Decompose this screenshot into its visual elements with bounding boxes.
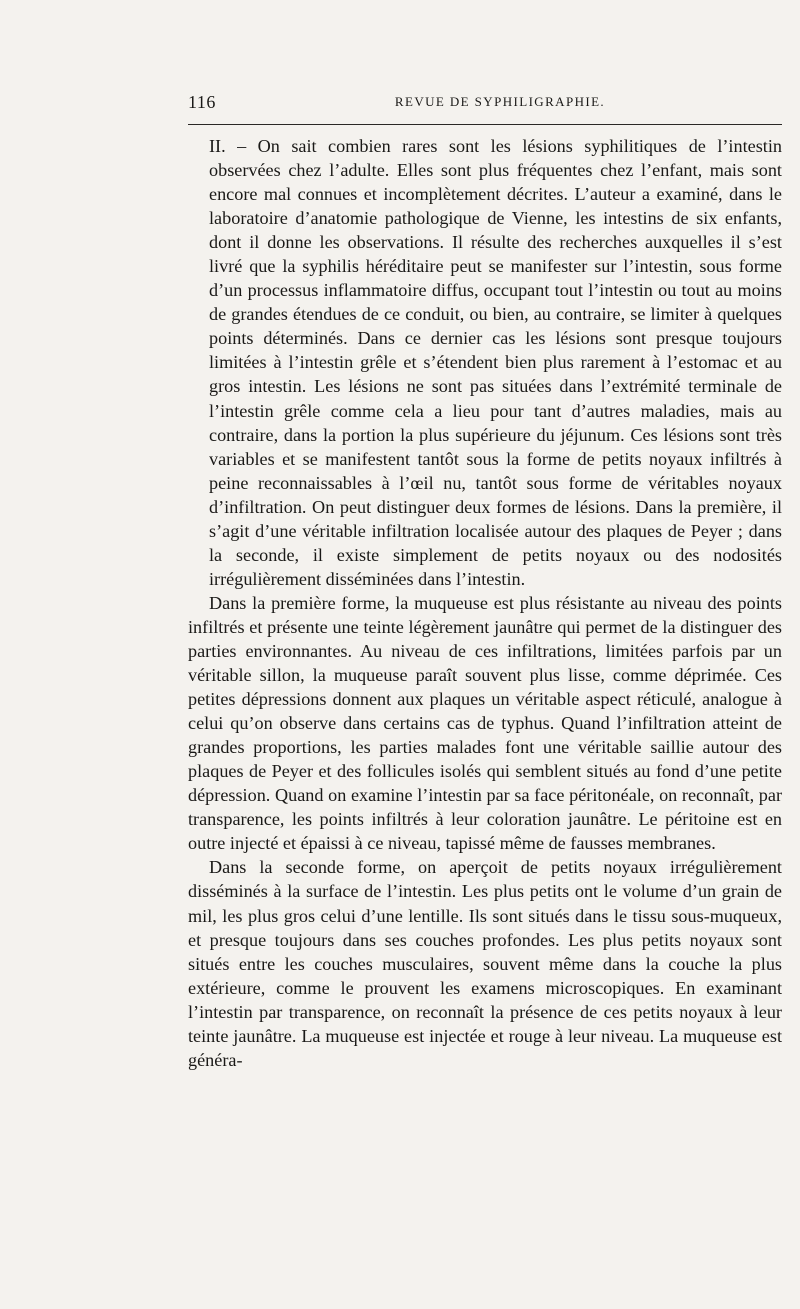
body-text — [188, 134, 782, 1072]
paragraph-1: II. – On sait combien rares sont les lésions syphilitiques de l’intestin observées chez l’adulte. Elles sont plus fréquentes chez l’enfant, mais sont encore mal connues et incomplètement décrites. L’auteur a examiné, dans le laboratoire d’anatomie pathologique de Vienne, les intestins de six enfants, dont il donne les observations. Il résulte des recherches auxquelles il s’est livré que la syphilis héréditaire peut se manifester sur l’intestin, sous forme d’un processus inflammatoire diffus, occupant tout l’intestin ou tout au moins de grandes étendues de ce conduit, ou bien, au contraire, se limiter à quelques points déterminés. Dans ce dernier cas les lésions sont presque toujours limitées à l’intestin grêle et s’étendent bien plus rarement à l’estomac et au gros intestin. Les lésions ne sont pas situées dans l’extrémité terminale de l’intestin grêle comme cela a lieu pour tant d’autres maladies, mais au contraire, dans la portion la plus supérieure du jéjunum. Ces lésions sont très variables et se manifestent tantôt sous la forme de petits noyaux infiltrés à peine reconnaissables à l’œil nu, tantôt sous forme de véritables noyaux d’infiltration. On peut distinguer deux formes de lésions. Dans la première, il s’agit d’une véritable infiltration localisée autour des plaques de Peyer ; dans la seconde, il existe simplement de petits noyaux ou des nodosités irrégulièrement disséminées dans l’intestin. — [209, 136, 782, 589]
header-rule — [188, 124, 782, 125]
page-number: 116 — [188, 92, 216, 112]
paragraph-2: Dans la première forme, la muqueuse est plus résistante au niveau des points infiltrés et présente une teinte légèrement jaunâtre qui permet de la distinguer des parties environnantes. Au niveau de ces infiltrations, limitées parfois par un véritable sillon, la muqueuse paraît souvent plus lisse, comme déprimée. Ces petites dépressions donnent aux plaques un véritable aspect réticulé, analogue à celui qu’on observe dans certains cas de typhus. Quand l’infiltration atteint de grandes proportions, les parties malades font une véritable saillie autour des plaques de Peyer et des follicules isolés qui semblent situés au fond d’une petite dépression. Quand on examine l’intestin par sa face péritonéale, on reconnaît, par transparence, les points infiltrés à leur coloration jaunâtre. Le péritoine est en outre injecté et épaissi à ce niveau, tapissé même de fausses membranes. — [188, 592, 782, 854]
running-head — [188, 92, 782, 114]
paragraph-3: Dans la seconde forme, on aperçoit de petits noyaux irrégulièrement disséminés à la surface de l’intestin. Les plus petits ont le volume d’un grain de mil, les plus gros celui d’une lentille. Ils sont situés dans le tissu sous-muqueux, et presque toujours dans ses couches profondes. Les plus petits noyaux sont situés entre les couches musculaires, souvent même dans la couche la plus extérieure, comme le prouvent les examens microscopiques. En examinant l’intestin par transparence, on reconnaît la présence de ces petits noyaux à leur teinte jaunâtre. La muqueuse est injectée et rouge à leur niveau. La muqueuse est généra- — [188, 857, 782, 1070]
running-title: REVUE DE SYPHILIGRAPHIE. — [394, 94, 606, 109]
